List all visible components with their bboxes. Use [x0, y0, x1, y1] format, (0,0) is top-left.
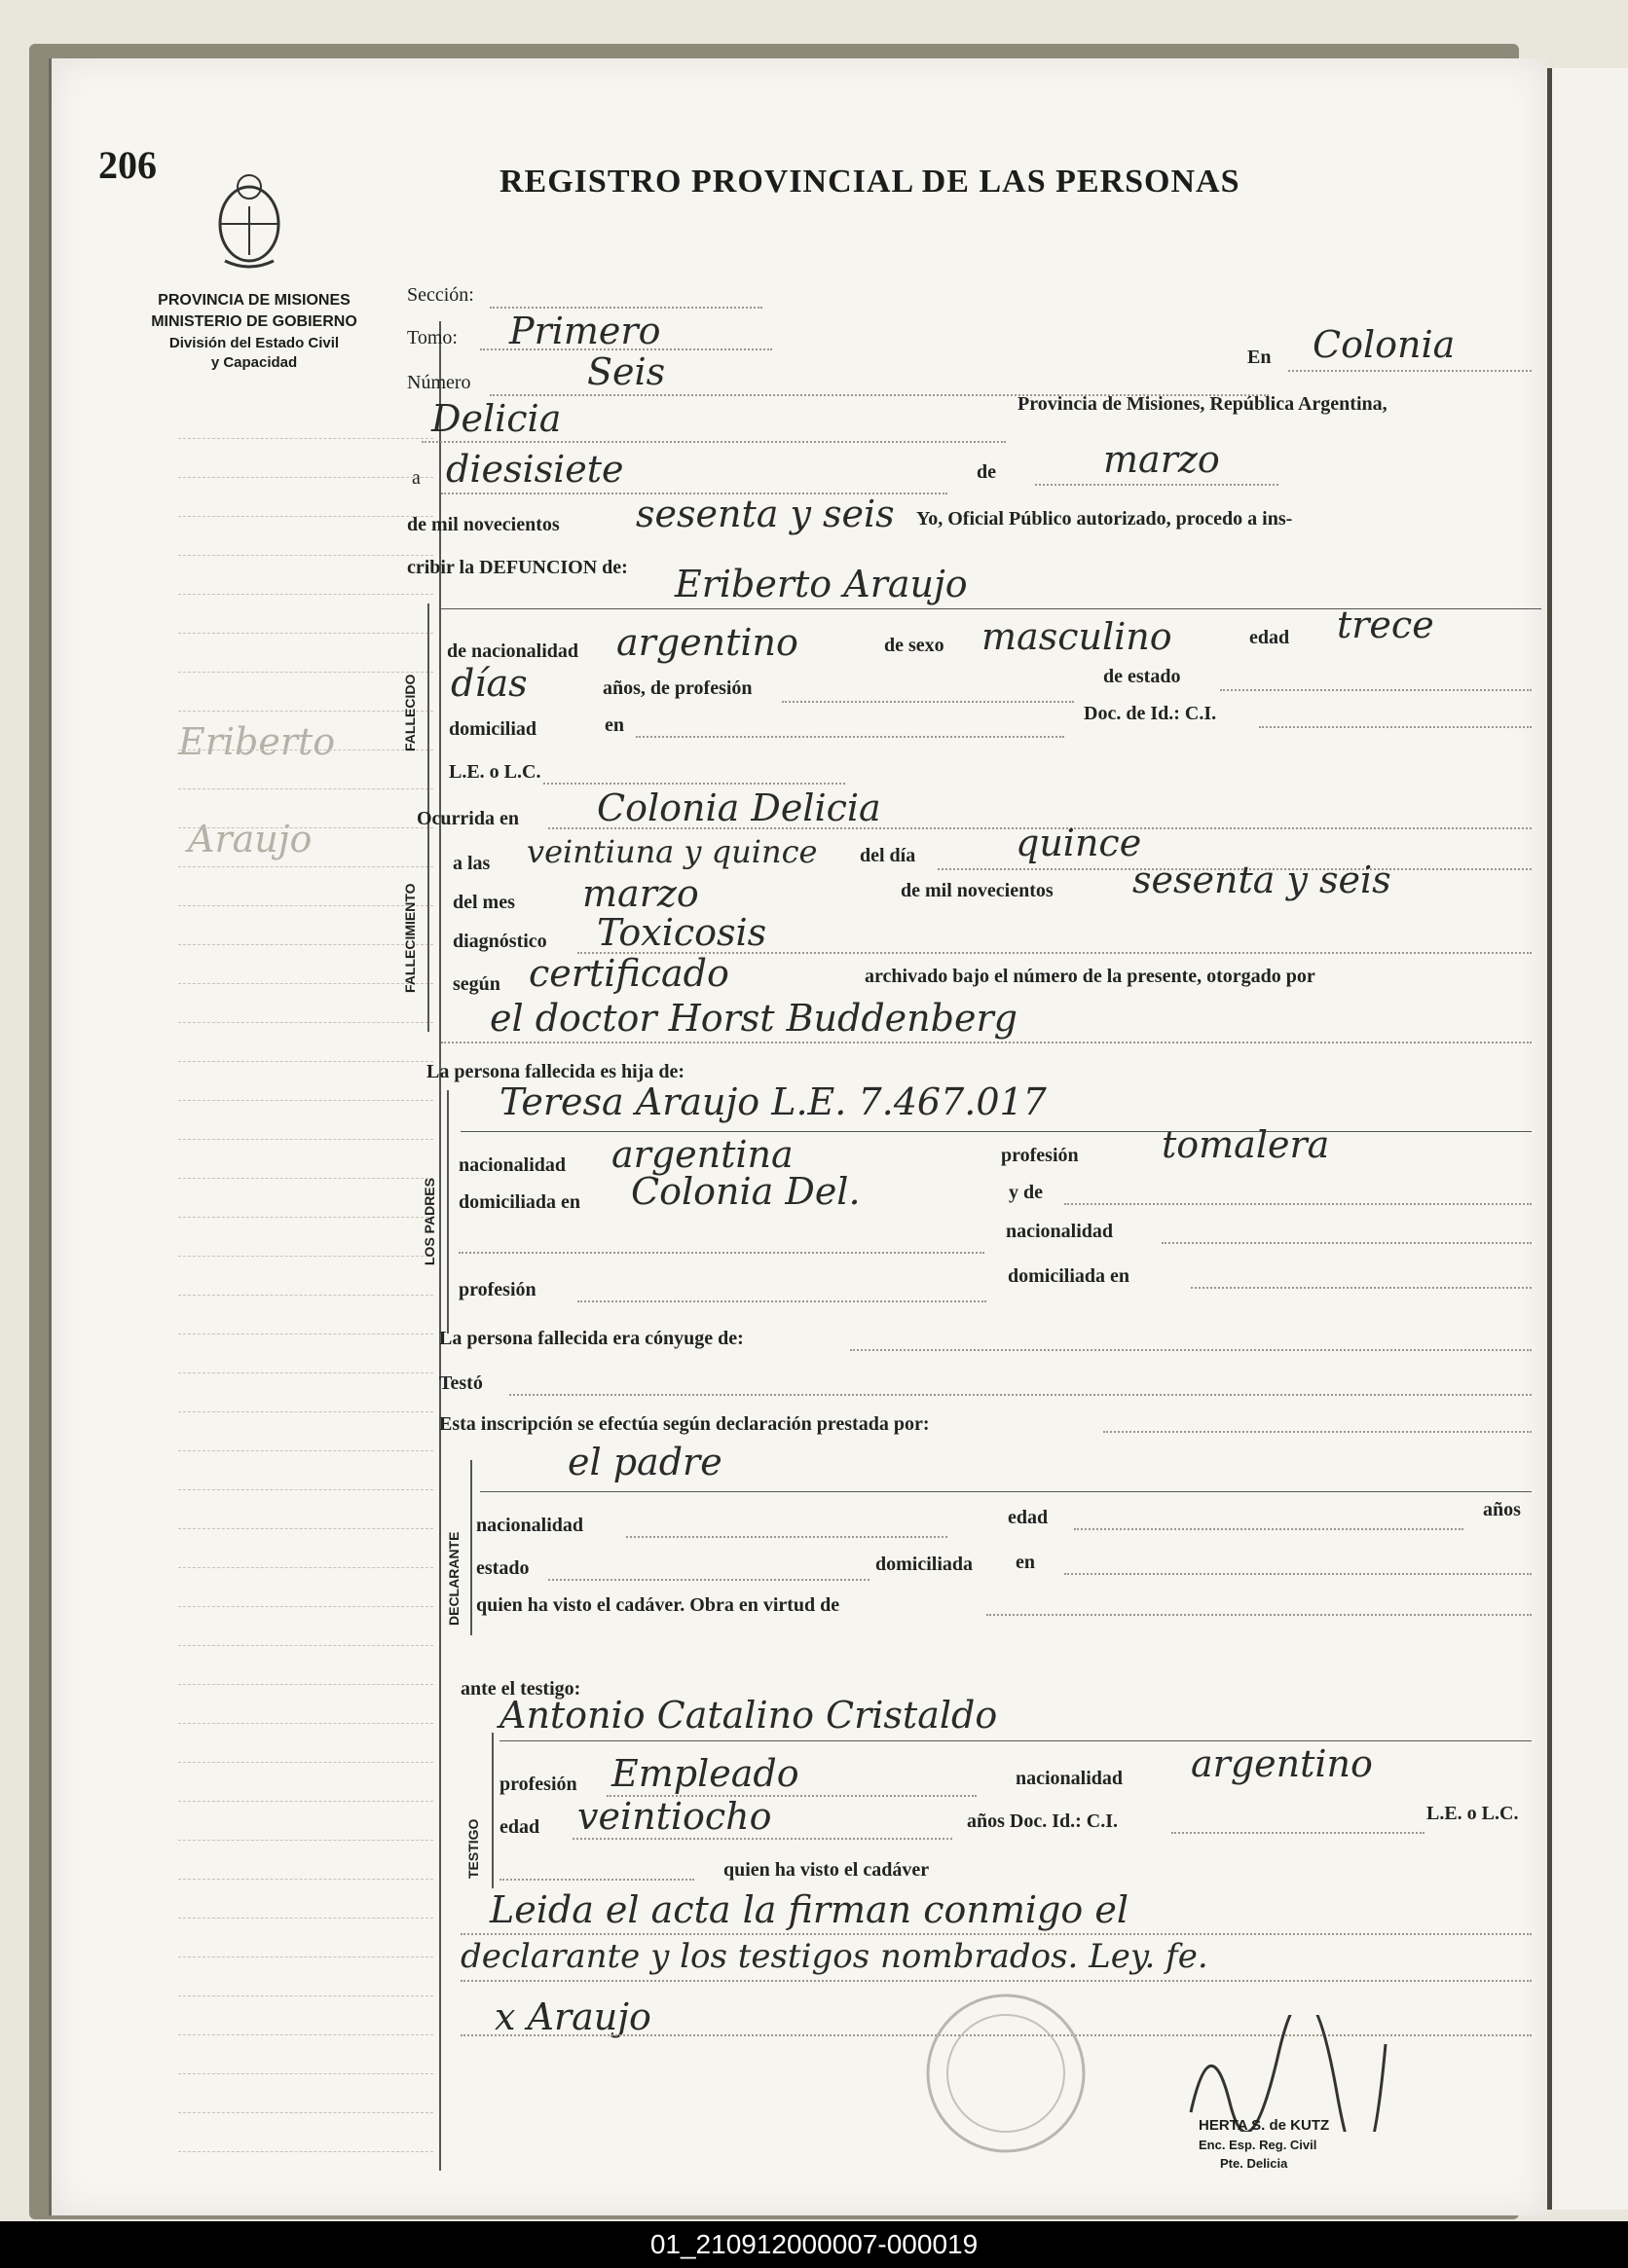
- official-seal-icon: [850, 1986, 1162, 2161]
- le-lc-label: L.E. o L.C.: [449, 761, 541, 783]
- de-estado-label: de estado: [1103, 666, 1181, 687]
- profesion-label: profesión: [1001, 1145, 1079, 1166]
- padre-domicilio-value: Colonia Del.: [631, 1170, 861, 1213]
- official-signature-icon: [1171, 2015, 1405, 2132]
- edad-value: trece: [1337, 604, 1434, 646]
- archivado-label: archivado bajo el número de la presente, otorgado por: [865, 966, 1315, 987]
- mes-value: marzo: [1103, 438, 1220, 481]
- diagnostico-label: diagnóstico: [453, 931, 547, 952]
- doc-id-label: Doc. de Id.: C.I.: [1084, 703, 1217, 724]
- yo-oficial-label: Yo, Oficial Público autorizado, procedo a ins-: [916, 508, 1293, 530]
- domiciliada-en-label: domiciliada en: [459, 1191, 581, 1213]
- en-value: Colonia: [1313, 323, 1456, 366]
- conyuge-label: La persona fallecida era cónyuge de:: [439, 1328, 744, 1349]
- decl-nacionalidad-label: nacionalidad: [476, 1515, 584, 1536]
- diagnostico-value: Toxicosis: [597, 911, 767, 954]
- y-de-label: y de: [1009, 1182, 1043, 1203]
- segun-value: certificado: [529, 952, 729, 995]
- decl-edad-label: edad: [1008, 1507, 1049, 1528]
- cierre-line1: Leida el acta la firman conmigo el: [490, 1888, 1128, 1931]
- anio-fallec-value: sesenta y seis: [1132, 859, 1391, 901]
- tomo-value: Primero: [509, 310, 661, 352]
- edad-label: edad: [1249, 627, 1290, 648]
- org-line-2: MINISTERIO DE GOBIERNO: [151, 313, 357, 330]
- page-number: 206: [98, 143, 157, 187]
- decl-en-label: en: [1016, 1552, 1035, 1573]
- dia-value: diesisiete: [446, 448, 624, 491]
- nombre-value: Eriberto Araujo: [675, 563, 968, 605]
- padre-value: Teresa Araujo L.E. 7.467.017: [500, 1080, 1047, 1123]
- domiciliad-label: domiciliad: [449, 718, 537, 740]
- segun-label: según: [453, 973, 500, 995]
- margin-note-line2: Araujo: [188, 818, 313, 860]
- org-line-3: División del Estado Civil: [168, 335, 340, 351]
- numero-label: Número: [407, 372, 471, 393]
- stamp-line1: HERTA S. de KUTZ: [1199, 2117, 1330, 2134]
- edad-unidad-value: días: [451, 662, 528, 705]
- test-le-lc-label: L.E. o L.C.: [1426, 1803, 1519, 1824]
- padre-profesion-value: tomalera: [1162, 1123, 1330, 1166]
- main-rule: [439, 321, 441, 2171]
- page-title: REGISTRO PROVINCIAL DE LAS PERSONAS: [500, 164, 1240, 200]
- domiciliada-en2-label: domiciliada en: [1008, 1265, 1130, 1287]
- testo-label: Testó: [439, 1372, 483, 1394]
- en2-label: en: [605, 714, 624, 736]
- footer-caption: 01_210912000007-000019: [0, 2221, 1628, 2268]
- nacionalidad-value: argentino: [616, 621, 798, 664]
- cierre-line2: declarante y los testigos nombrados. Ley. fe.: [461, 1937, 1208, 1976]
- de-mil2-label: de mil novecientos: [901, 880, 1054, 901]
- del-dia-label: del día: [860, 845, 916, 866]
- hija-de-label: La persona fallecida es hija de:: [426, 1061, 684, 1082]
- org-line-4: y Capacidad: [210, 354, 298, 371]
- quien-ha-visto-label: quien ha visto el cadáver. Obra en virtud de: [476, 1594, 840, 1616]
- hora-value: veintiuna y quince: [527, 833, 818, 870]
- nacionalidad2-label: nacionalidad: [1006, 1221, 1114, 1242]
- cribir-label: cribir la DEFUNCION de:: [407, 557, 628, 578]
- test-visto-label: quien ha visto el cadáver: [723, 1859, 930, 1881]
- side-fallecido: FALLECIDO: [402, 674, 418, 751]
- stamp-line3: Pte. Delicia: [1220, 2156, 1288, 2171]
- adjacent-page: [1546, 68, 1628, 2210]
- del-mes-label: del mes: [453, 892, 515, 913]
- test-edad-label: edad: [500, 1816, 540, 1838]
- de-mil-label: de mil novecientos: [407, 514, 560, 535]
- margin-note-line1: Eriberto: [178, 720, 336, 763]
- register-page: [49, 58, 1547, 2215]
- test-profesion-label: profesión: [500, 1774, 577, 1795]
- sexo-value: masculino: [981, 615, 1172, 658]
- ocurrida-en-label: Ocurrida en: [417, 808, 519, 829]
- testigo-value: Antonio Catalino Cristaldo: [500, 1694, 998, 1737]
- testigo-profesion-value: Empleado: [611, 1752, 799, 1795]
- stamp-line2: Enc. Esp. Reg. Civil: [1199, 2138, 1317, 2152]
- tomo-label: Tomo:: [407, 327, 458, 348]
- test-nacionalidad-label: nacionalidad: [1016, 1768, 1124, 1789]
- side-declarante: DECLARANTE: [446, 1531, 462, 1626]
- profesion2-label: profesión: [459, 1279, 536, 1300]
- anos-label: años: [1483, 1499, 1521, 1520]
- anio-value: sesenta y seis: [636, 493, 895, 535]
- side-testigo: TESTIGO: [465, 1818, 481, 1879]
- provincia-label: Provincia de Misiones, República Argentina,: [1018, 393, 1388, 415]
- decl-domiciliada-label: domiciliada: [875, 1554, 974, 1575]
- numero-value: Seis: [587, 350, 666, 393]
- de-nacionalidad-label: de nacionalidad: [447, 640, 579, 662]
- a-label: a: [412, 467, 421, 489]
- estado-label: estado: [476, 1557, 530, 1579]
- mes-fallec-value: marzo: [582, 872, 699, 915]
- testigo-edad-value: veintiocho: [577, 1795, 772, 1838]
- inscripcion-label: Esta inscripción se efectúa según declaración prestada por:: [439, 1413, 930, 1435]
- testigo-nacionalidad-value: argentino: [1191, 1742, 1373, 1785]
- a-las-label: a las: [453, 853, 491, 874]
- coat-of-arms-icon: [205, 167, 293, 274]
- ocurrida-en-value: Colonia Delicia: [597, 786, 881, 829]
- padre-nacionalidad-value: argentina: [611, 1133, 794, 1176]
- anos-doc-label: años Doc. Id.: C.I.: [967, 1811, 1119, 1832]
- declarante-value: el padre: [568, 1441, 722, 1483]
- firma-declarante: x Araujo: [495, 1995, 651, 2038]
- en-label: En: [1247, 347, 1272, 368]
- lugar-value: Delicia: [431, 397, 562, 440]
- anos-profesion-label: años, de profesión: [603, 677, 753, 699]
- side-padres: LOS PADRES: [422, 1178, 437, 1265]
- side-fallecimiento: FALLECIMIENTO: [402, 883, 418, 993]
- dia-fallec-value: quince: [1016, 822, 1142, 864]
- org-line-1: PROVINCIA DE MISIONES: [158, 292, 351, 309]
- ante-testigo-label: ante el testigo:: [461, 1678, 581, 1700]
- seccion-label: Sección:: [407, 284, 474, 306]
- nacionalidad-label: nacionalidad: [459, 1154, 567, 1176]
- medico-value: el doctor Horst Buddenberg: [490, 997, 1018, 1040]
- de-label: de: [977, 461, 996, 483]
- de-sexo-label: de sexo: [884, 635, 944, 656]
